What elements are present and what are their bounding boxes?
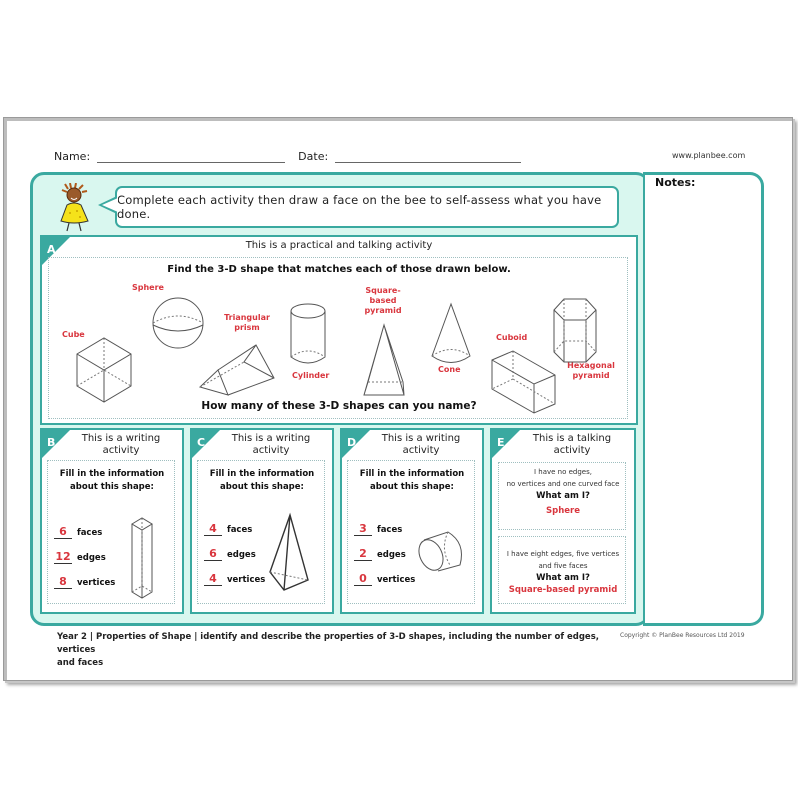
activity-letter: A <box>47 243 56 256</box>
bee-character-icon[interactable] <box>58 183 92 233</box>
activity-type: This is a practical and talking activity <box>245 240 433 251</box>
shape-label-cone: Cone <box>438 365 461 374</box>
activity-letter: B <box>47 436 56 449</box>
label-line: pyramid <box>364 306 402 315</box>
activity-question: How many of these 3-D shapes can you name? <box>201 400 477 412</box>
activity-letter: D <box>347 436 357 449</box>
type-line: This is a writing <box>81 433 161 444</box>
instruction-text: Complete each activity then draw a face on the bee to self-assess what you have done. <box>117 193 602 221</box>
faces-label: faces <box>227 525 253 535</box>
cylinder-icon <box>291 304 325 363</box>
square-prism-icon <box>127 512 167 602</box>
vertices-label: vertices <box>227 575 266 585</box>
activity-type <box>492 433 634 457</box>
label-line: prism <box>234 323 260 332</box>
label-line: Triangular <box>224 313 270 322</box>
riddle-answer: Sphere <box>546 506 580 516</box>
date-field[interactable] <box>335 152 521 163</box>
name-date-row <box>54 150 521 163</box>
prompt-line: Fill in the information <box>359 469 465 479</box>
prompt-line: about this shape: <box>370 482 454 492</box>
riddle-question: What am I? <box>536 573 590 583</box>
faces-label: faces <box>77 528 103 538</box>
faces-input[interactable]: 6 <box>54 525 72 539</box>
notes-panel[interactable] <box>643 172 764 626</box>
cone-icon <box>432 304 470 363</box>
label-line: based <box>369 296 397 305</box>
riddle-1 <box>498 466 628 517</box>
type-line: This is a writing <box>381 433 461 444</box>
activity-c-card <box>190 428 334 614</box>
activity-letter: E <box>497 436 505 449</box>
faces-row <box>354 522 402 536</box>
vertices-label: vertices <box>77 578 116 588</box>
fill-prompt <box>342 468 482 494</box>
triangular-prism-icon <box>200 345 274 395</box>
speech-tail-inner <box>102 198 118 212</box>
type-line: This is a talking <box>532 433 612 444</box>
shape-label-cylinder: Cylinder <box>292 371 330 380</box>
prompt-line: Fill in the information <box>209 469 315 479</box>
footer-line: and faces <box>57 658 104 668</box>
activity-type <box>42 433 182 457</box>
type-line: activity <box>402 445 440 456</box>
riddle-question: What am I? <box>536 491 590 501</box>
activity-type <box>342 433 482 457</box>
sphere-icon <box>153 298 203 348</box>
shape-label-sphere: Sphere <box>132 283 164 292</box>
prompt-line: Fill in the information <box>59 469 165 479</box>
edges-row <box>354 547 406 561</box>
edges-label: edges <box>77 553 106 563</box>
instruction-bubble <box>115 186 619 228</box>
vertices-input[interactable]: 4 <box>204 572 222 586</box>
triangular-pyramid-icon <box>262 510 322 600</box>
activity-e-card <box>490 428 636 614</box>
edges-input[interactable]: 6 <box>204 547 222 561</box>
faces-input[interactable]: 3 <box>354 522 372 536</box>
vertices-row <box>354 572 415 586</box>
vertices-row <box>54 575 115 589</box>
name-field[interactable] <box>97 152 285 163</box>
shape-label-cube: Cube <box>62 330 85 339</box>
activity-heading: Find the 3-D shape that matches each of those drawn below. <box>167 264 511 275</box>
riddle-line: no vertices and one curved face <box>506 480 620 488</box>
cube-icon <box>77 338 131 402</box>
footer-line: Year 2 | Properties of Shape | identify and describe the properties of 3-D shapes, including the number of edges, vertices <box>57 632 599 655</box>
prompt-line: about this shape: <box>220 482 304 492</box>
copyright-text: Copyright © PlanBee Resources Ltd 2019 <box>620 632 745 639</box>
riddle-line: I have eight edges, five vertices <box>506 550 620 558</box>
edges-input[interactable]: 12 <box>55 550 71 563</box>
activity-a-card <box>40 235 638 425</box>
hexagonal-prism-icon <box>554 299 596 362</box>
label-line: Hexagonal <box>567 361 615 370</box>
shapes-drawing <box>42 237 636 423</box>
type-line: activity <box>102 445 140 456</box>
date-label: Date: <box>298 150 329 163</box>
faces-row <box>54 525 102 539</box>
cylinder-icon <box>414 525 474 585</box>
activity-d-card <box>340 428 484 614</box>
vertices-row <box>204 572 265 586</box>
riddle-line: and five faces <box>538 562 588 570</box>
website-link[interactable]: www.planbee.com <box>672 151 746 160</box>
edges-label: edges <box>377 550 406 560</box>
type-line: This is a writing <box>231 433 311 444</box>
activity-letter: C <box>197 436 206 449</box>
faces-row <box>204 522 252 536</box>
label-line: Square- <box>365 286 401 295</box>
notes-label: Notes: <box>655 176 696 189</box>
riddle-2 <box>498 548 628 596</box>
riddle-answer: Square-based pyramid <box>508 585 618 595</box>
fill-prompt <box>42 468 182 494</box>
faces-label: faces <box>377 525 403 535</box>
edges-input[interactable]: 2 <box>354 547 372 561</box>
square-pyramid-icon <box>364 325 404 395</box>
riddle-line: I have no edges, <box>533 468 592 476</box>
type-line: activity <box>553 445 591 456</box>
fill-prompt <box>192 468 332 494</box>
edges-label: edges <box>227 550 256 560</box>
type-line: activity <box>252 445 290 456</box>
activity-b-card <box>40 428 184 614</box>
activity-type <box>192 433 332 457</box>
cuboid-icon <box>492 351 555 413</box>
label-line: pyramid <box>572 371 610 380</box>
faces-input[interactable]: 4 <box>204 522 222 536</box>
curriculum-footer <box>57 631 612 670</box>
vertices-input[interactable]: 0 <box>354 572 372 586</box>
vertices-input[interactable]: 8 <box>54 575 72 589</box>
edges-row <box>204 547 256 561</box>
prompt-line: about this shape: <box>70 482 154 492</box>
edges-row <box>54 550 106 564</box>
shape-label-cuboid: Cuboid <box>496 333 528 342</box>
vertices-label: vertices <box>377 575 416 585</box>
name-label: Name: <box>54 150 91 163</box>
